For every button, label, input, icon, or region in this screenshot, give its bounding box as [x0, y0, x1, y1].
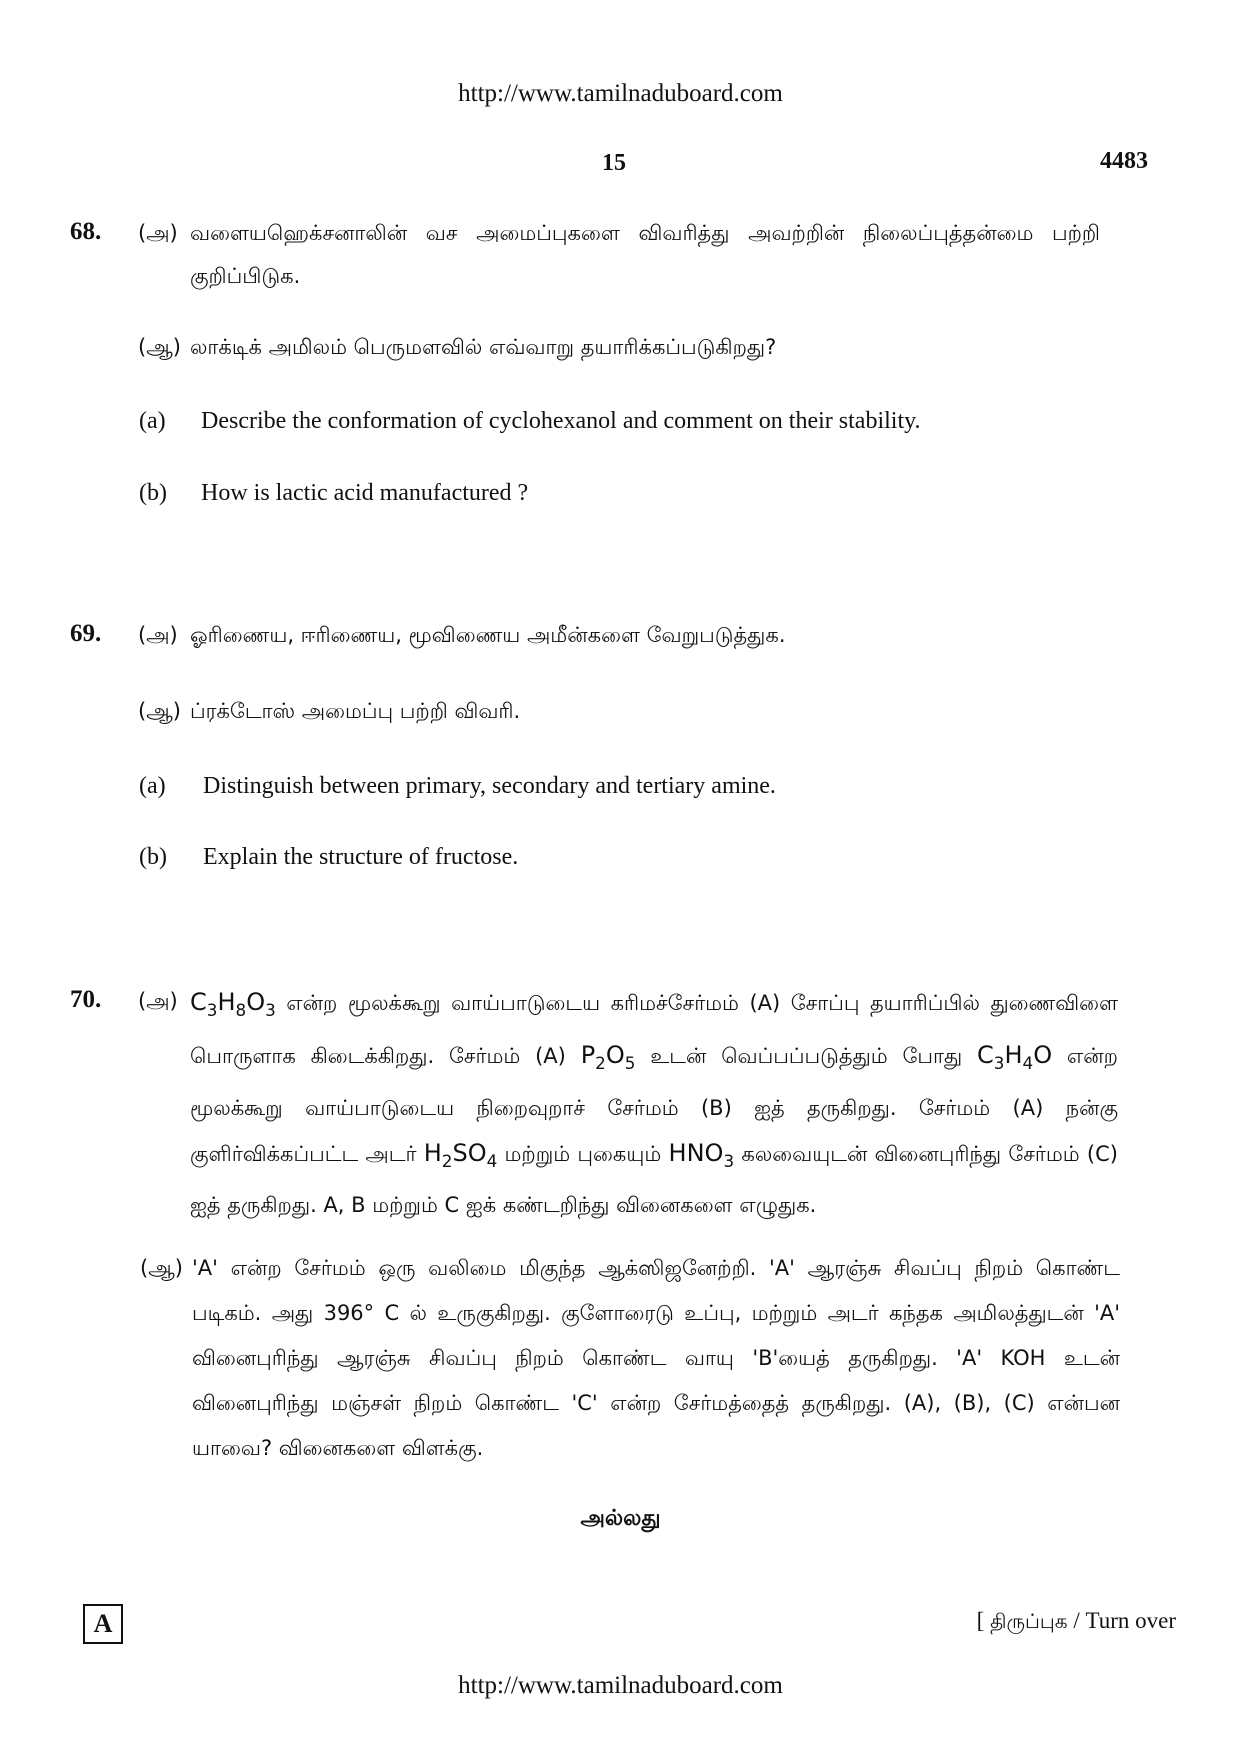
question-number: 68. [70, 218, 102, 245]
question-number: 69. [70, 620, 102, 647]
formula-hno3: $HNO_3$ [668, 1138, 735, 1171]
question-69-tamil-b [138, 690, 1118, 733]
question-70 [70, 980, 1125, 1228]
question-paper-version-box: A [83, 1604, 123, 1644]
turn-over-note: [ திருப்புக / Turn over [976, 1608, 1176, 1633]
tamil-a-text: $C_3H_8O_3$ என்ற மூலக்கூறு வாய்பாடுடைய கரிமச்சேர்மம் (A) சோப்பு தயாரிப்பில் துணைவிளை பொருளாக கிடைக்கிறது. சேர்மம் (A) $P_2O_5$ உடன் வெப்பப்படுத்தும் போது $C_3H_4O$ என்ற மூலக்கூறு வாய்பாடுடைய நிறைவுறாச் சேர்மம் (B) ஐத் தருகிறது. சேர்மம் (A) நன்கு குளிர்விக்கப்பட்ட அடர் $H_2SO_4$ மற்றும் புகையும் $HNO_3$ கலவையுடன் வினைபுரிந்து சேர்மம் (C) ஐத் தருகிறது. A, B மற்றும் C ஐக் கண்டறிந்து வினைகளை எழுதுக. [190, 988, 1118, 1218]
question-68-english-b [139, 480, 528, 507]
english-b-text: How is lactic acid manufactured ? [201, 480, 529, 506]
english-a-text: Describe the conformation of cyclohexanol and comment on their stability. [201, 408, 921, 434]
question-68-english-a [139, 408, 921, 435]
question-69-english-a [139, 773, 776, 800]
paper-code: 4483 [1100, 148, 1148, 174]
question-68-tamil-b [138, 326, 1118, 369]
question-68 [70, 212, 1120, 298]
question-number: 70. [70, 986, 102, 1013]
tamil-a-label: (அ) [138, 623, 178, 647]
or-separator: அல்லது [580, 1506, 661, 1531]
tamil-b-label: (ஆ) [140, 1256, 183, 1280]
question-69-english-b [139, 844, 518, 871]
formula-h2so4: $H_2SO_4$ [423, 1138, 498, 1171]
tamil-a-text: ஓரிணைய, ஈரிணைய, மூவிணைய அமீன்களை வேறுபடுத்துக. [190, 623, 786, 647]
tamil-b-text: லாக்டிக் அமிலம் பெருமளவில் எவ்வாறு தயாரிக்கப்படுகிறது? [190, 335, 777, 359]
english-b-text: Explain the structure of fructose. [203, 844, 519, 870]
tamil-a-label: (அ) [138, 221, 178, 245]
english-a-text: Distinguish between primary, secondary and tertiary amine. [203, 773, 776, 799]
tamil-a-text: வளையஹெக்சனாலின் வச அமைப்புகளை விவரித்து அவற்றின் நிலைப்புத்தன்மை பற்றி குறிப்பிடுக. [190, 221, 1100, 288]
formula-p2o5: $P_2O_5$ [580, 1040, 636, 1073]
question-70-tamil-b [140, 1246, 1125, 1471]
english-a-label: (a) [139, 773, 166, 799]
tamil-b-label: (ஆ) [138, 699, 181, 723]
header-url: http://www.tamilnaduboard.com [458, 80, 783, 107]
english-a-label: (a) [139, 408, 166, 434]
page-number: 15 [602, 150, 626, 176]
question-69 [70, 614, 1120, 657]
english-b-label: (b) [139, 480, 167, 506]
formula-c3h8o3: $C_3H_8O_3$ [190, 988, 276, 1020]
tamil-b-text: ப்ரக்டோஸ் அமைப்பு பற்றி விவரி. [190, 699, 521, 723]
tamil-b-text: 'A' என்ற சேர்மம் ஒரு வலிமை மிகுந்த ஆக்ஸிஜனேற்றி. 'A' ஆரஞ்சு சிவப்பு நிறம் கொண்ட படிகம். அது 396° C ல் உருகுகிறது. குளோரைடு உப்பு, மற்றும் அடர் கந்தக அமிலத்துடன் 'A' வினைபுரிந்து ஆரஞ்சு சிவப்பு நிறம் கொண்ட வாயு 'B'யைத் தருகிறது. 'A' KOH உடன் வினைபுரிந்து மஞ்சள் நிறம் கொண்ட 'C' என்ற சேர்மத்தைத் தருகிறது. (A), (B), (C) என்பன யாவை? வினைகளை விளக்கு. [192, 1256, 1120, 1460]
formula-c3h4o: $C_3H_4O$ [977, 1040, 1053, 1073]
tamil-b-label: (ஆ) [138, 335, 181, 359]
english-b-label: (b) [139, 844, 167, 870]
footer-url: http://www.tamilnaduboard.com [458, 1672, 783, 1699]
tamil-a-label: (அ) [138, 989, 178, 1013]
